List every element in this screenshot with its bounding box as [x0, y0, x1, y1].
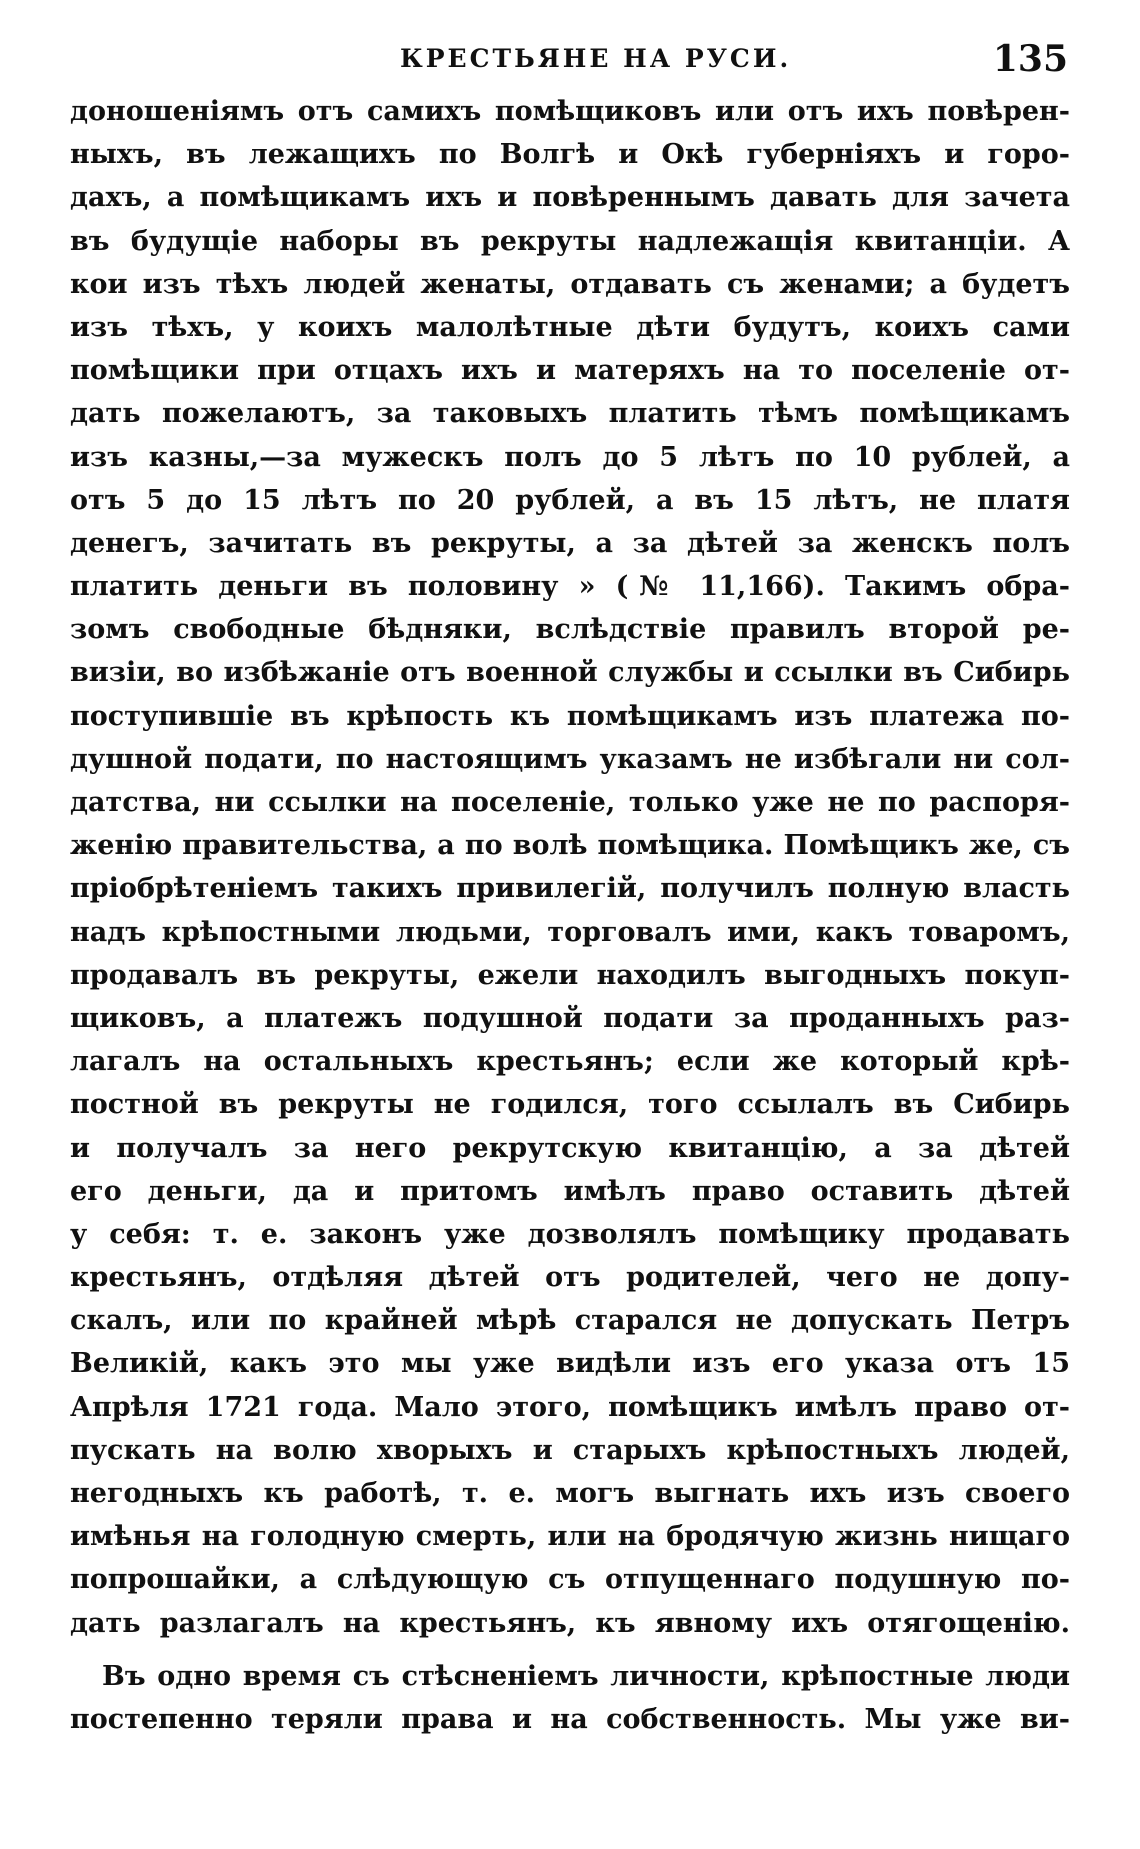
text-line: у себя: т. е. законъ уже дозволялъ помѣщику продавать	[70, 1218, 1070, 1250]
text-line: его деньги, да и притомъ имѣлъ право оставить дѣтей	[70, 1175, 1070, 1207]
text-line: помѣщики при отцахъ ихъ и матеряхъ на то поселеніе от-	[70, 355, 1070, 387]
text-line: отъ 5 до 15 лѣтъ по 20 рублей, а въ 15 лѣтъ, не платя	[70, 484, 1070, 516]
text-line: датства, ни ссылки на поселеніе, только уже не по распоря-	[70, 787, 1070, 818]
text-line: денегъ, зачитать въ рекруты, а за дѣтей за женскъ полъ	[70, 527, 1070, 559]
text-line: зомъ свободные бѣдняки, вслѣдствіе правилъ второй ре-	[70, 614, 1070, 646]
text-line: визіи, во избѣжаніе отъ военной службы и ссылки въ Сибирь	[70, 657, 1070, 689]
text-line: лагалъ на остальныхъ крестьянъ; если же который крѣ-	[70, 1046, 1070, 1078]
text-line: женію правительства, а по волѣ помѣщика. Помѣщикъ же, съ	[70, 830, 1070, 862]
text-line: пріобрѣтеніемъ такихъ привилегій, получилъ полную власть	[70, 873, 1070, 905]
text-line: пускать на волю хворыхъ и старыхъ крѣпостныхъ людей,	[70, 1434, 1070, 1466]
text-line: крестьянъ, отдѣляя дѣтей отъ родителей, чего не допу-	[70, 1262, 1070, 1294]
text-line: въ будущіе наборы въ рекруты надлежащія квитанціи. А	[70, 225, 1070, 257]
text-line: дать пожелаютъ, за таковыхъ платить тѣмъ помѣщикамъ	[70, 398, 1070, 430]
text-line: постепенно теряли права и на собственность. Мы уже ви-	[70, 1703, 1070, 1735]
text-line: скалъ, или по крайней мѣрѣ старался не допускать Петръ	[70, 1305, 1070, 1337]
text-line: кои изъ тѣхъ людей женаты, отдавать съ женами; а будетъ	[70, 268, 1070, 300]
text-line: имѣнья на голодную смерть, или на бродячую жизнь нищаго	[70, 1521, 1070, 1553]
text-line: душной подати, по настоящимъ указамъ не избѣгали ни сол-	[70, 743, 1070, 775]
text-line: попрошайки, а слѣдующую съ отпущеннаго подушную по-	[70, 1564, 1070, 1596]
text-line: Апрѣля 1721 года. Мало этого, помѣщикъ имѣлъ право от-	[70, 1391, 1070, 1423]
text-line: дахъ, а помѣщикамъ ихъ и повѣреннымъ давать для зачета	[70, 182, 1070, 214]
text-line: ныхъ, въ лежащихъ по Волгѣ и Окѣ губерніяхъ и горо-	[70, 139, 1070, 171]
text-line: и получалъ за него рекрутскую квитанцію, а за дѣтей	[70, 1132, 1070, 1164]
text-line: негодныхъ къ работѣ, т. е. могъ выгнать ихъ изъ своего	[70, 1478, 1070, 1509]
text-line: доношеніямъ отъ самихъ помѣщиковъ или отъ ихъ повѣрен-	[70, 96, 1070, 127]
page-number: 135	[992, 38, 1068, 80]
text-line: изъ тѣхъ, у коихъ малолѣтные дѣти будутъ, коихъ сами	[70, 311, 1070, 343]
text-line: продавалъ въ рекруты, ежели находилъ выгодныхъ покуп-	[70, 959, 1070, 991]
text-line: изъ казны,—за мужескъ полъ до 5 лѣтъ по 10 рублей, а	[70, 441, 1070, 473]
running-header	[0, 40, 1140, 84]
text-line: щиковъ, а платежъ подушной подати за проданныхъ раз-	[70, 1002, 1070, 1034]
text-line: постной въ рекруты не годился, того ссылалъ въ Сибирь	[70, 1089, 1070, 1121]
text-line: надъ крѣпостными людьми, торговалъ ими, какъ товаромъ,	[70, 916, 1070, 948]
text-line: платить деньги въ половину » (№ 11,166). Такимъ обра-	[70, 571, 1070, 603]
paragraph-start-line: Въ одно время съ стѣсненіемъ личности, крѣпостные люди	[102, 1660, 1070, 1692]
text-line: поступившіе въ крѣпость къ помѣщикамъ изъ платежа по-	[70, 700, 1070, 732]
running-title: КРЕСТЬЯНЕ НА РУСИ.	[400, 44, 792, 73]
text-line: дать разлагалъ на крестьянъ, къ явному ихъ отягощенію.	[70, 1607, 1070, 1639]
text-line: Великій, какъ это мы уже видѣли изъ его указа отъ 15	[70, 1348, 1070, 1380]
body-text	[70, 90, 1070, 1741]
